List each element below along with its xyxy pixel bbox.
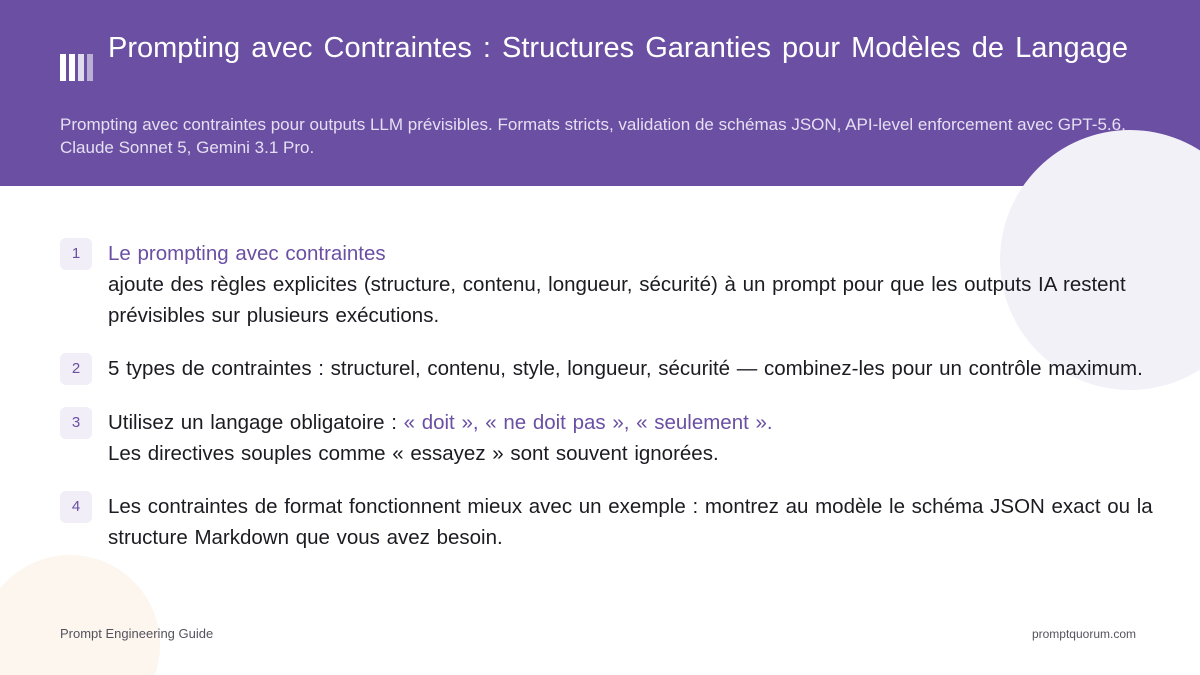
item-body: Les contraintes de format fonctionnent mieux avec un exemple : montrez au modèle le schéma JSON exact ou la structure Markdown que vous avez besoin. bbox=[108, 495, 1153, 549]
header-banner bbox=[0, 0, 1200, 186]
list-item bbox=[60, 407, 1170, 469]
decorative-circle-bottom bbox=[0, 555, 160, 675]
item-number-badge: 3 bbox=[60, 407, 92, 439]
page-title: Prompting avec Contraintes : Structures Garanties pour Modèles de Langage bbox=[108, 32, 1128, 64]
item-text bbox=[108, 353, 1143, 384]
item-body: 5 types de contraintes : structurel, contenu, style, longueur, sécurité — combinez-les pour un contrôle maximum. bbox=[108, 357, 1143, 380]
bars-logo-icon bbox=[60, 54, 94, 81]
item-body-continued: Les directives souples comme « essayez » sont souvent ignorées. bbox=[108, 442, 719, 465]
item-number-badge: 4 bbox=[60, 491, 92, 523]
list-item bbox=[60, 238, 1170, 331]
item-number-badge: 1 bbox=[60, 238, 92, 270]
footer-guide-label: Prompt Engineering Guide bbox=[60, 626, 214, 641]
key-points-list bbox=[60, 238, 1170, 553]
item-body: ajoute des règles explicites (structure, contenu, longueur, sécurité) à un prompt pour que les outputs IA restent prévisibles sur plusieurs exécutions. bbox=[108, 273, 1126, 327]
page-subtitle: Prompting avec contraintes pour outputs LLM prévisibles. Formats stricts, validation de schémas JSON, API-level enforcement avec GPT-5.6, Claude Sonnet 5, Gemini 3.1 Pro. bbox=[60, 115, 1126, 157]
item-body: Utilisez un langage obligatoire : bbox=[108, 411, 404, 434]
item-text bbox=[108, 491, 1170, 553]
item-text bbox=[108, 238, 1170, 331]
footer-site-link[interactable]: promptquorum.com bbox=[1031, 627, 1136, 641]
item-text bbox=[108, 407, 773, 469]
item-highlight: Le prompting avec contraintes bbox=[108, 242, 386, 265]
item-number-badge: 2 bbox=[60, 353, 92, 385]
item-highlight: « doit », « ne doit pas », « seulement ». bbox=[403, 411, 773, 434]
list-item bbox=[60, 353, 1170, 385]
list-item bbox=[60, 491, 1170, 553]
